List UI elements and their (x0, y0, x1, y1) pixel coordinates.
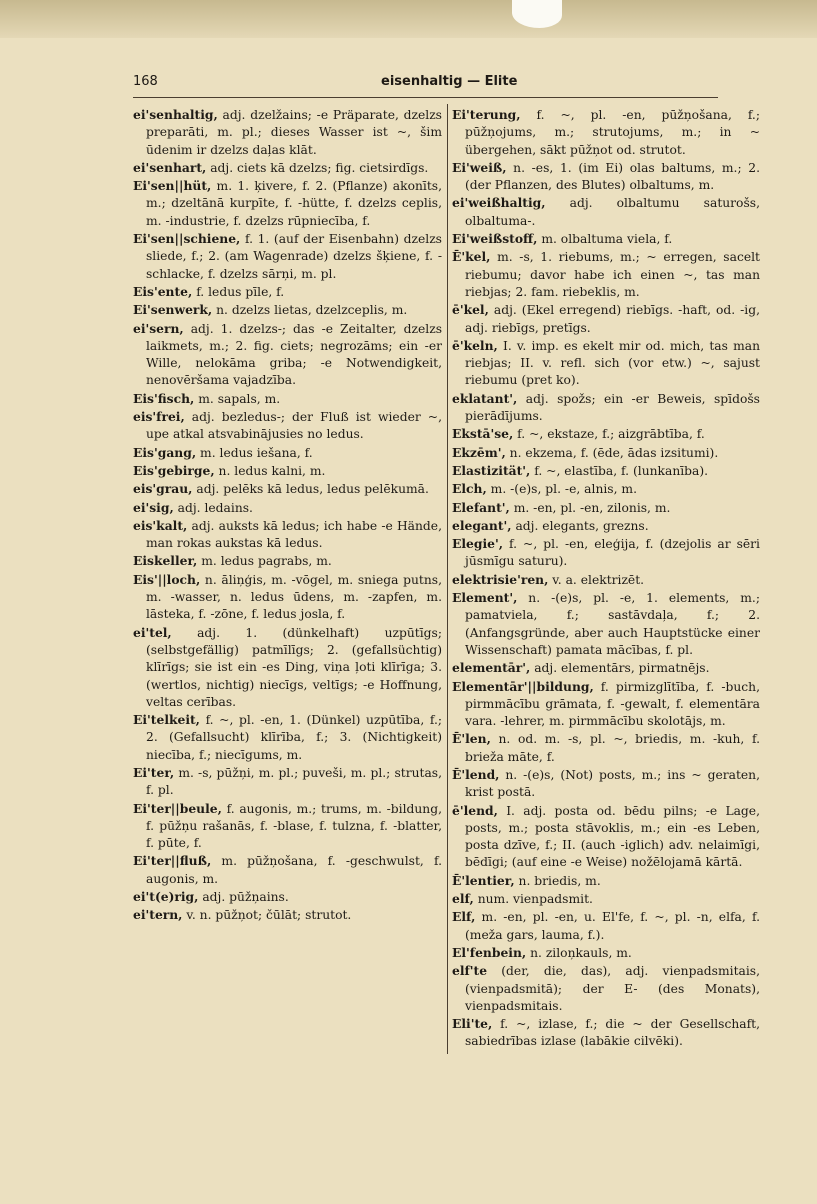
dictionary-entry (452, 194, 760, 230)
entry-headword: ei'sern, (133, 320, 184, 336)
entry-headword: Ei'ter||beule, (133, 800, 222, 816)
dictionary-entry (133, 177, 442, 230)
entry-headword: Eis'gang, (133, 444, 197, 460)
dictionary-entry (133, 320, 442, 390)
entry-definition: v. n. pūžņot; čūlāt; strutot. (182, 908, 352, 923)
entry-definition: m. -(e)s, pl. -e, alnis, m. (486, 482, 637, 497)
dictionary-entry (452, 159, 760, 195)
entry-headword: Elefant', (452, 499, 510, 515)
dictionary-entry (133, 159, 442, 177)
dictionary-entry (133, 624, 442, 711)
entry-definition: m. -s, 1. riebums, m.; ~ erregen, sacelt riebumu; davor habe ich einen ~, tas man riebjas; 2. fam. riebeklis, m. (465, 250, 760, 299)
dictionary-entry (133, 852, 442, 888)
entry-definition: (der, die, das), adj. vienpadsmitais, (vienpadsmitā); der E- (des Monats), vienpadsmitais. (465, 964, 760, 1013)
entry-headword: Ē'kel, (452, 249, 491, 265)
entry-headword: Eis'ente, (133, 283, 193, 299)
entry-definition: adj. (Ekel erregend) riebīgs. -haft, od. -ig, adj. riebīgs, pretīgs. (465, 303, 760, 335)
dictionary-entry (452, 730, 760, 766)
entry-definition: I. v. imp. es ekelt mir od. mich, tas man riebjas; II. v. refl. sich (vor etw.) ~, sajust riebumu (pret ko). (465, 338, 760, 388)
entry-definition: f. 1. (auf der Eisenbahn) dzelzs sliede, f.; 2. (am Wagenrade) dzelzs šķiene, f. -schlacke, f. dzelzs sārņi, m. pl. (146, 232, 442, 281)
left-column (133, 106, 442, 925)
dictionary-entry (452, 872, 760, 890)
entry-definition: adj. bezledus-; der Fluß ist wieder ~, upe atkal atsvabinājusies no ledus. (146, 410, 442, 442)
entry-definition: f. augonis, m.; trums, m. -bildung, f. pūžņu rašanās, f. -blase, f. tulzna, f. -blatter, f. pūte, f. (146, 801, 442, 851)
entry-headword: ē'kel, (452, 302, 489, 318)
entry-definition: f. ~, izlase, f.; die ~ der Gesellschaft, sabiedrības izlase (labākie cilvēki). (465, 1017, 760, 1049)
entry-definition: f. pirmizglītība, f. -buch, pirmmācību grāmata, f. -gewalt, f. elementāra vara. -lehrer, m. pirmmācību skolotājs, m. (465, 679, 760, 729)
dictionary-entry (452, 802, 760, 872)
entry-headword: eis'grau, (133, 481, 193, 497)
right-column (452, 106, 760, 1051)
entry-definition: n. od. m. -s, pl. ~, briedis, m. -kuh, f. brieža māte, f. (465, 732, 760, 764)
dictionary-entry (452, 571, 760, 589)
dictionary-entry (452, 944, 760, 962)
entry-definition: n. ekzema, f. (ēde, ādas izsitumi). (505, 445, 719, 460)
entry-headword: Ei'senwerk, (133, 302, 213, 318)
entry-definition: I. adj. posta od. bēdu pilns; -e Lage, posts, m.; posta stāvoklis, m.; ein -es Leben, posta dzīve, f.; II. (auch -iglich) adv. nelaimīgi, bēdīgi; (auf eine -e Weise) nožēlojamā kārtā. (465, 803, 760, 870)
entry-headword: Ei'telkeit, (133, 712, 200, 728)
dictionary-entry (452, 248, 760, 301)
entry-definition: m. pūžņošana, f. -geschwulst, f. augonis, m. (146, 854, 442, 886)
entry-definition: adj. elegants, grezns. (511, 518, 649, 533)
entry-headword: Ekzēm', (452, 444, 506, 460)
entry-headword: eis'kalt, (133, 517, 188, 533)
entry-definition: m. 1. ķivere, f. 2. (Pflanze) akonīts, m.; dzeltānā kurpīte, f. -hütte, f. dzelzs ceplis, m. -industrie, f. dzelzs rūpniecība, f. (146, 179, 442, 228)
entry-definition: adj. ciets kā dzelzs; fig. cietsirdīgs. (206, 160, 429, 175)
entry-definition: n. ledus kalni, m. (214, 463, 326, 478)
entry-headword: Ekstā'se, (452, 426, 514, 442)
header-rule (133, 97, 718, 98)
dictionary-entry (452, 444, 760, 462)
entry-headword: Ei'weiß, (452, 159, 507, 175)
entry-headword: elf, (452, 891, 474, 907)
entry-definition: m. olbaltuma viela, f. (537, 232, 673, 247)
entry-headword: El'fenbein, (452, 944, 527, 960)
entry-definition: adj. olbaltumu saturošs, olbaltuma-. (465, 196, 760, 228)
entry-headword: Eis'||loch, (133, 571, 201, 587)
entry-definition: f. ~, pl. -en, 1. (Dünkel) uzpūtība, f.; 2. (Gefallsucht) klīrība, f.; 3. (Nichtigkeit) niecība, f.; niecīgums, m. (146, 713, 442, 762)
dictionary-entry (133, 711, 442, 764)
dictionary-entry (133, 764, 442, 800)
entry-headword: ē'lend, (452, 802, 498, 818)
page-header (133, 74, 718, 94)
dictionary-entry (133, 800, 442, 853)
entry-headword: Ei'sen||schiene, (133, 231, 241, 247)
entry-headword: ei'senhaltig, (133, 107, 218, 122)
entry-headword: ē'keln, (452, 337, 498, 353)
entry-headword: Elastizität', (452, 462, 531, 478)
entry-headword: Ē'lend, (452, 766, 500, 782)
entry-definition: f. ~, ekstaze, f.; aizgrābtība, f. (513, 427, 705, 442)
dictionary-entry (452, 678, 760, 731)
dictionary-entry (452, 659, 760, 677)
entry-definition: adj. 1. (dünkelhaft) uzpūtīgs; (selbstgefällig) patmīlīgs; 2. (gefallsüchtig) klīrīgs; sie ist ein -es Ding, viņa ļoti klīrīga; 3. (wertlos, nichtig) niecīgs, veltīgs; -e Hoffnung, veltas cerības. (146, 625, 442, 709)
dictionary-entry (133, 571, 442, 624)
page-top-stain (0, 0, 817, 38)
entry-headword: Ei'ter, (133, 764, 175, 780)
entry-definition: num. vienpadsmit. (473, 892, 593, 907)
entry-headword: ei't(e)rig, (133, 889, 199, 905)
entry-headword: Eli'te, (452, 1016, 493, 1032)
page-number: 168 (133, 74, 158, 89)
dictionary-entry (452, 106, 760, 159)
dictionary-entry (452, 962, 760, 1015)
entry-definition: adj. dzelžains; -e Präparate, dzelzs preparāti, m. pl.; dieses Wasser ist ~, šim ūdenim ir dzelzs daļas klāt. (146, 108, 442, 157)
column-divider (447, 104, 448, 1054)
entry-definition: n. -(e)s, (Not) posts, m.; ins ~ geraten, krist postā. (465, 767, 760, 800)
entry-definition: n. briedis, m. (514, 873, 601, 888)
entry-headword: Elch, (452, 481, 487, 497)
entry-definition: f. ~, pl. -en, pūžņošana, f.; pūžņojums, m.; strutojums, m.; in ~ übergehen, sākt pūžņot od. strutot. (465, 108, 760, 157)
entry-headword: eklatant', (452, 390, 518, 406)
dictionary-entry (133, 888, 442, 906)
entry-headword: ei'weißhaltig, (452, 195, 546, 211)
dictionary-entry (133, 408, 442, 444)
entry-definition: n. -(e)s, pl. -e, 1. elements, m.; pamatviela, f.; sastāvdaļa, f.; 2. (Anfangsgründe, aber auch Hauptstücke einer Wissenschaft) pamata mācības, f. pl. (465, 591, 760, 657)
entry-definition: m. -en, pl. -en, zilonis, m. (509, 500, 671, 515)
dictionary-entry (133, 906, 442, 924)
entry-headword: Element', (452, 590, 518, 606)
entry-headword: ei'sig, (133, 499, 174, 515)
entry-definition: f. ledus pīle, f. (192, 284, 285, 299)
entry-definition: m. ledus pagrabs, m. (197, 554, 332, 569)
dictionary-entry (133, 499, 442, 517)
entry-headword: Ei'terung, (452, 107, 521, 122)
dictionary-entry (452, 766, 760, 802)
entry-definition: adj. ledains. (173, 500, 253, 515)
dictionary-entry (133, 106, 442, 159)
entry-headword: elf'te (452, 963, 488, 979)
entry-headword: ei'tern, (133, 907, 183, 923)
dictionary-entry (133, 462, 442, 480)
entry-definition: adj. pūžņains. (198, 890, 289, 905)
entry-definition: m. sapals, m. (194, 391, 281, 406)
entry-headword: Ē'lentier, (452, 872, 515, 888)
dictionary-entry (452, 230, 760, 248)
entry-definition: v. a. elektrizēt. (548, 572, 645, 587)
entry-headword: Elegie', (452, 536, 504, 552)
dictionary-entry (452, 337, 760, 390)
entry-definition: f. ~, elastība, f. (lunkanība). (530, 463, 709, 478)
entry-headword: elegant', (452, 517, 512, 533)
entry-headword: Elf, (452, 909, 476, 925)
entry-definition: n. āliņģis, m. -vōgel, m. sniega putns, m. -wasser, n. ledus ūdens, m. -zapfen, m. lāsteka, f. -zōne, f. ledus josla, f. (146, 572, 442, 622)
entry-headword: ei'senhart, (133, 159, 207, 175)
entry-definition: m. -en, pl. -en, u. El'fe, f. ~, pl. -n, elfa, f. (meža gars, lauma, f.). (465, 910, 760, 942)
dictionary-entry (452, 499, 760, 517)
entry-headword: Eiskeller, (133, 553, 198, 569)
entry-definition: n. -es, 1. (im Ei) olas baltums, m.; 2. (der Pflanzen, des Blutes) olbaltums, m. (465, 160, 760, 193)
entry-headword: ei'tel, (133, 624, 172, 640)
entry-headword: Eis'gebirge, (133, 462, 215, 478)
dictionary-entry (452, 301, 760, 337)
running-head: eisenhaltig — Elite (381, 74, 518, 89)
dictionary-entry (452, 890, 760, 908)
entry-definition: adj. elementārs, pirmatnējs. (530, 661, 710, 676)
dictionary-entry (452, 425, 760, 443)
entry-headword: Ei'sen||hüt, (133, 178, 212, 194)
dictionary-entry (133, 283, 442, 301)
entry-headword: Ei'weißstoff, (452, 231, 538, 247)
dictionary-entry (452, 480, 760, 498)
dictionary-entry (133, 390, 442, 408)
entry-definition: n. ziloņkauls, m. (526, 945, 632, 960)
dictionary-entry (452, 589, 760, 659)
entry-headword: elektrisie'ren, (452, 571, 549, 587)
dictionary-entry (452, 1015, 760, 1051)
entry-headword: Ē'len, (452, 731, 491, 747)
dictionary-entry (133, 517, 442, 553)
entry-definition: adj. 1. dzelzs-; das -e Zeitalter, dzelzs laikmets, m.; 2. fig. ciets; negrozāms; ein -er Wille, nelokāma griba; -e Notwendigkeit, nenovēršama vajadzība. (146, 321, 442, 388)
dictionary-entry (133, 230, 442, 283)
dictionary-entry (452, 390, 760, 426)
entry-definition: adj. spožs; ein -er Beweis, spīdošs pierādījums. (465, 391, 760, 424)
entry-headword: Ei'ter||fluß, (133, 853, 212, 869)
entry-headword: eis'frei, (133, 409, 185, 425)
dictionary-entry (133, 480, 442, 498)
dictionary-entry (133, 444, 442, 462)
entry-definition: m. ledus iešana, f. (196, 445, 313, 460)
entry-headword: elementār', (452, 660, 531, 676)
dictionary-entry (452, 517, 760, 535)
dictionary-entry (133, 301, 442, 319)
dictionary-entry (133, 552, 442, 570)
entry-headword: Elementār'||bildung, (452, 678, 594, 694)
entry-definition: f. ~, pl. -en, eleģija, f. (dzejolis ar sēri jūsmīgu saturu). (465, 537, 760, 569)
entry-definition: m. -s, pūžņi, m. pl.; puveši, m. pl.; strutas, f. pl. (146, 765, 442, 798)
entry-definition: adj. pelēks kā ledus, ledus pelēkumā. (192, 482, 429, 497)
entry-definition: adj. auksts kā ledus; ich habe -e Hände, man rokas aukstas kā ledus. (146, 518, 442, 551)
dictionary-entry (452, 462, 760, 480)
dictionary-entry (452, 908, 760, 944)
dictionary-entry (452, 535, 760, 571)
entry-headword: Eis'fisch, (133, 390, 195, 406)
entry-definition: n. dzelzs lietas, dzelzceplis, m. (212, 303, 408, 318)
